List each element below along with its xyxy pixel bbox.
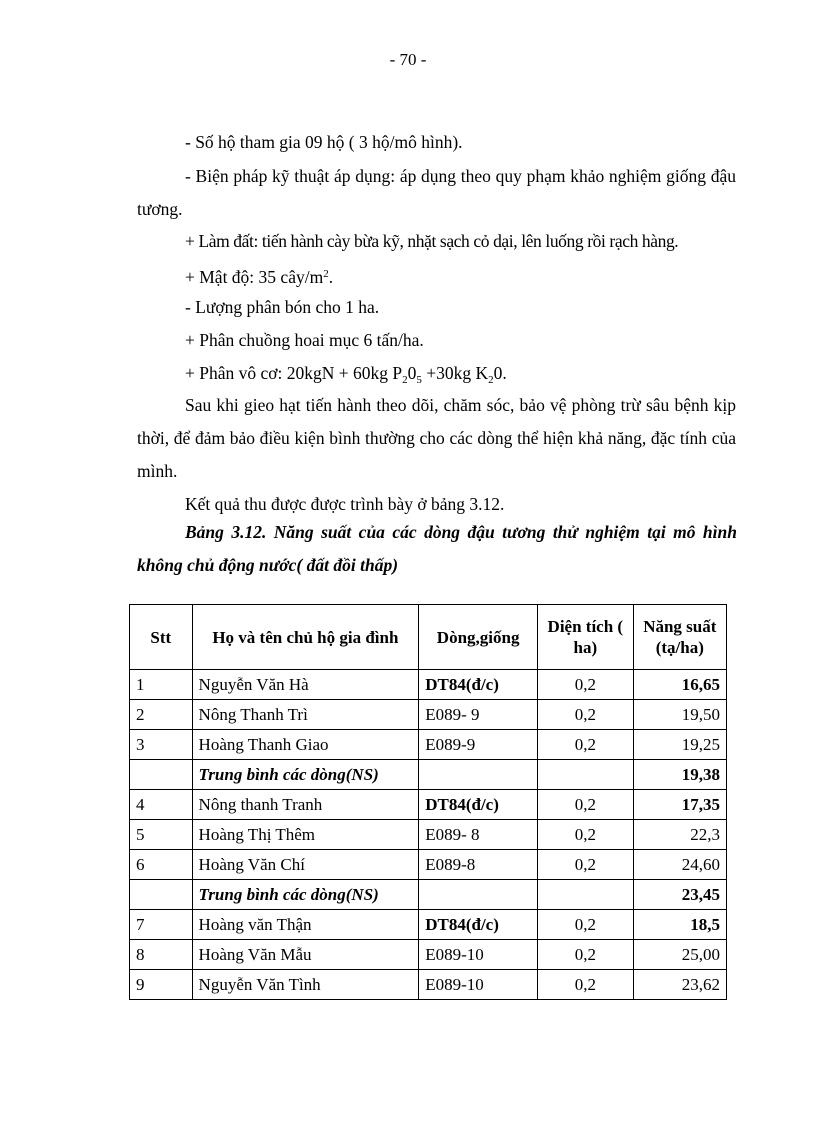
inorganic-d: 0.: [493, 363, 507, 383]
cell-area: 0,2: [538, 670, 634, 700]
header-name: Họ và tên chủ hộ gia đình: [192, 605, 419, 670]
cell-area: 0,2: [538, 850, 634, 880]
density-text: + Mật độ: 35 cây/m: [185, 267, 324, 287]
cell-stt: 5: [130, 820, 193, 850]
paragraph-density: [185, 263, 333, 288]
cell-name: Hoàng Thị Thêm: [192, 820, 419, 850]
table-row: [130, 790, 727, 820]
inorganic-a: + Phân vô cơ: 20kgN + 60kg P: [185, 363, 403, 383]
cell-line: [419, 880, 538, 910]
cell-stt: 9: [130, 970, 193, 1000]
cell-area: 0,2: [538, 820, 634, 850]
cell-yield: 18,5: [633, 910, 726, 940]
cell-line: [419, 760, 538, 790]
header-area: Diện tích ( ha): [538, 605, 634, 670]
cell-line: DT84(đ/c): [419, 910, 538, 940]
table-row: [130, 970, 727, 1000]
cell-stt: 7: [130, 910, 193, 940]
table-row-average: [130, 760, 727, 790]
table-row: [130, 910, 727, 940]
cell-line: DT84(đ/c): [419, 670, 538, 700]
cell-name: Nguyễn Văn Tình: [192, 970, 419, 1000]
cell-yield: 23,45: [633, 880, 726, 910]
cell-name: Hoàng Thanh Giao: [192, 730, 419, 760]
density-superscript: 2: [323, 268, 329, 280]
cell-area: 0,2: [538, 700, 634, 730]
paragraph-households: - Số hộ tham gia 09 hộ ( 3 hộ/mô hình).: [185, 132, 463, 152]
cell-name: Nông Thanh Trì: [192, 700, 419, 730]
cell-stt: 1: [130, 670, 193, 700]
cell-line: E089-10: [419, 940, 538, 970]
cell-stt: 6: [130, 850, 193, 880]
paragraph-inorganic: [185, 362, 507, 391]
cell-yield: 24,60: [633, 850, 726, 880]
header-line: Dòng,giống: [419, 605, 538, 670]
cell-line: E089-9: [419, 730, 538, 760]
cell-area: [538, 760, 634, 790]
cell-name: Hoàng Văn Mẫu: [192, 940, 419, 970]
cell-yield: 22,3: [633, 820, 726, 850]
cell-stt: [130, 760, 193, 790]
page-number: - 70 -: [389, 50, 427, 69]
table-row: [130, 850, 727, 880]
inorganic-sub1: 2: [402, 374, 408, 386]
inorganic-b: 0: [407, 363, 417, 383]
cell-yield: 23,62: [633, 970, 726, 1000]
cell-name: Nông thanh Tranh: [192, 790, 419, 820]
inorganic-sub3: 2: [488, 374, 494, 386]
cell-yield: 16,65: [633, 670, 726, 700]
cell-line: E089- 9: [419, 700, 538, 730]
paragraph-land-prep: + Làm đất: tiến hành cày bừa kỹ, nhặt sạch cỏ dại, lên luống rồi rạch hàng.: [185, 231, 679, 251]
table-row: [130, 730, 727, 760]
inorganic-sub2: 5: [416, 374, 422, 386]
cell-name: Nguyễn Văn Hà: [192, 670, 419, 700]
cell-stt: 3: [130, 730, 193, 760]
cell-yield: 19,38: [633, 760, 726, 790]
cell-yield: 19,25: [633, 730, 726, 760]
header-stt: Stt: [130, 605, 193, 670]
paragraph-monitoring: Sau khi gieo hạt tiến hành theo dõi, chăm sóc, bảo vệ phòng trừ sâu bệnh kịp thời, để đảm bảo điều kiện bình thường cho các dòng thể hiện khả năng, đặc tính của mình.: [137, 395, 736, 481]
paragraph-fertilizer-amount: - Lượng phân bón cho 1 ha.: [185, 297, 380, 317]
cell-area: 0,2: [538, 730, 634, 760]
table-caption: Bảng 3.12. Năng suất của các dòng đậu tương thử nghiệm tại mô hình không chủ động nước( đất đồi thấp): [137, 522, 737, 575]
cell-stt: 4: [130, 790, 193, 820]
header-yield: Năng suất (tạ/ha): [633, 605, 726, 670]
cell-stt: 2: [130, 700, 193, 730]
cell-yield: 19,50: [633, 700, 726, 730]
cell-name: Hoàng Văn Chí: [192, 850, 419, 880]
cell-area: [538, 880, 634, 910]
density-end: .: [328, 267, 334, 287]
cell-area: 0,2: [538, 790, 634, 820]
cell-line: DT84(đ/c): [419, 790, 538, 820]
table-header-row: [130, 605, 727, 670]
cell-line: E089-10: [419, 970, 538, 1000]
cell-stt: 8: [130, 940, 193, 970]
cell-line: E089-8: [419, 850, 538, 880]
paragraph-results-intro: Kết quả thu được được trình bày ở bảng 3.12.: [185, 494, 505, 514]
paragraph-manure: + Phân chuồng hoai mục 6 tấn/ha.: [185, 330, 424, 350]
cell-name: Trung bình các dòng(NS): [192, 880, 419, 910]
table-row: [130, 940, 727, 970]
paragraph-technique: - Biện pháp kỹ thuật áp dụng: áp dụng theo quy phạm khảo nghiệm giống đậu tương.: [137, 166, 736, 219]
cell-area: 0,2: [538, 940, 634, 970]
cell-stt: [130, 880, 193, 910]
cell-name: Trung bình các dòng(NS): [192, 760, 419, 790]
cell-area: 0,2: [538, 910, 634, 940]
table-row: [130, 700, 727, 730]
inorganic-c: +30kg K: [421, 363, 489, 383]
yield-table: [129, 604, 727, 1000]
cell-line: E089- 8: [419, 820, 538, 850]
cell-area: 0,2: [538, 970, 634, 1000]
table-row: [130, 670, 727, 700]
table-row-average: [130, 880, 727, 910]
cell-yield: 25,00: [633, 940, 726, 970]
table-row: [130, 820, 727, 850]
cell-yield: 17,35: [633, 790, 726, 820]
cell-name: Hoàng văn Thận: [192, 910, 419, 940]
